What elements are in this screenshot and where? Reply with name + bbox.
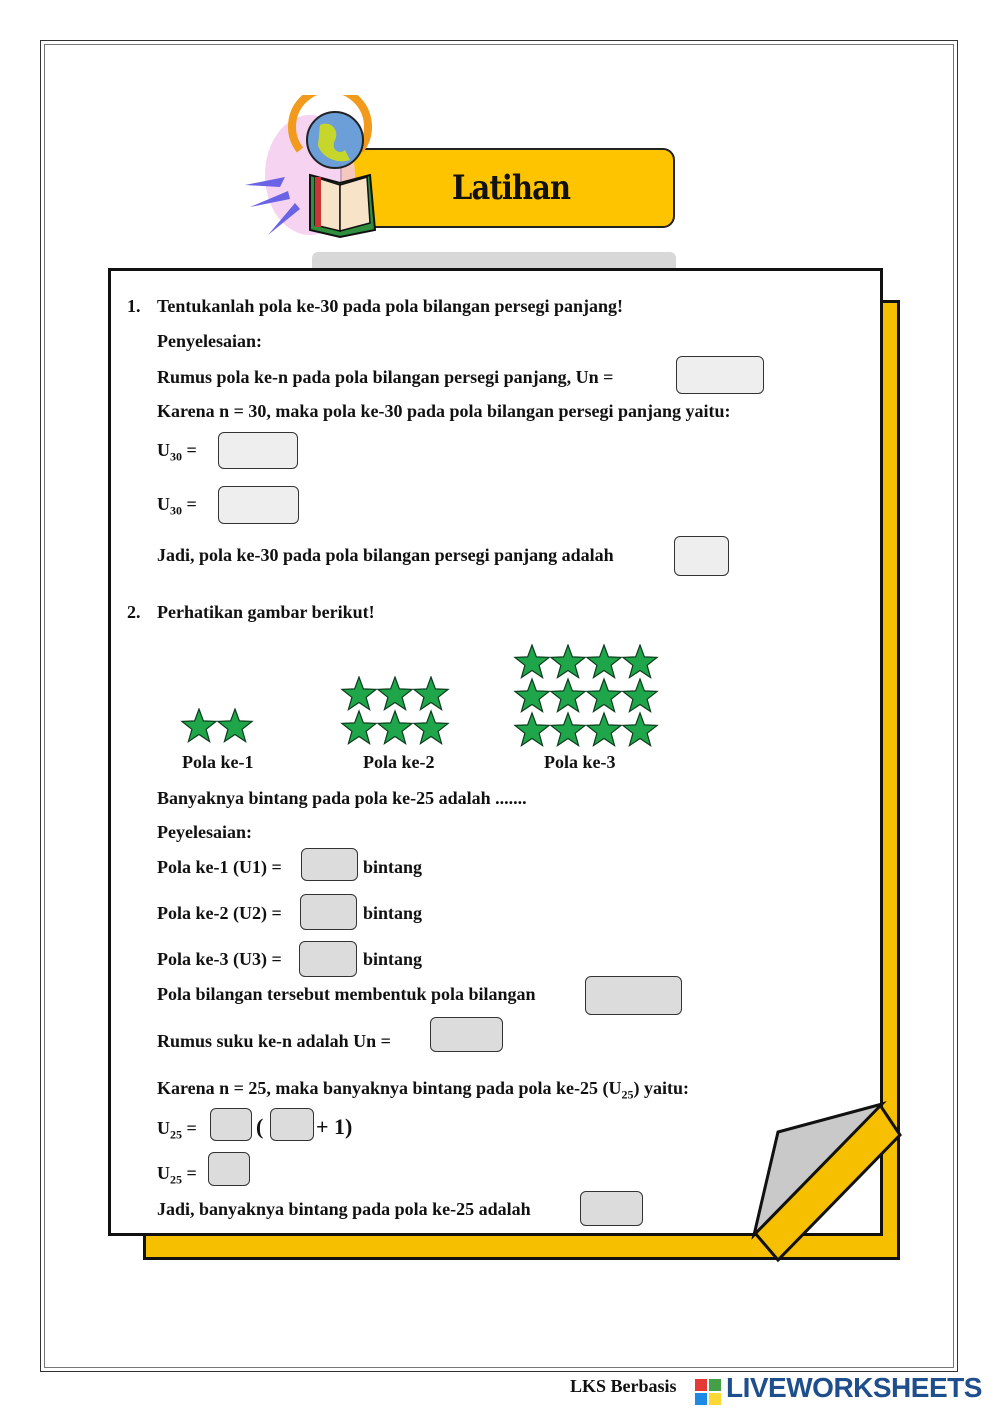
q2-ask: Banyaknya bintang pada pola ke-25 adalah ....... xyxy=(157,788,527,808)
star-icon xyxy=(623,713,657,746)
pattern-3-label: Pola ke-3 xyxy=(544,752,616,772)
star-icon xyxy=(342,711,376,744)
star-icon xyxy=(218,709,252,742)
q1-because-line: Karena n = 30, maka pola ke-30 pada pola bilangan persegi panjang yaitu: xyxy=(157,401,731,421)
q1-formula-line: Rumus pola ke-n pada pola bilangan persegi panjang, Un = xyxy=(157,367,614,387)
q2-u3-unit: bintang xyxy=(363,949,423,969)
pattern-1-label: Pola ke-1 xyxy=(182,752,254,772)
page-title: Latihan xyxy=(452,168,571,208)
star-icon xyxy=(342,677,376,710)
pattern-2-stars xyxy=(340,676,452,748)
star-icon xyxy=(378,711,412,744)
q2-u25-label-2: $U_{25}$ = xyxy=(157,1163,197,1187)
star-icon xyxy=(378,677,412,710)
star-icon xyxy=(623,645,657,678)
q2-u25-label-1: $U_{25}$ = xyxy=(157,1118,197,1142)
pattern-3-stars xyxy=(513,644,661,748)
open-paren: ( xyxy=(256,1114,264,1139)
q1-conclusion: Jadi, pola ke-30 pada pola bilangan persegi panjang adalah xyxy=(157,545,614,565)
q1-u30-input-2[interactable] xyxy=(218,486,299,524)
q2-u1-label: Pola ke-1 (U1) = xyxy=(157,857,282,877)
star-icon xyxy=(587,645,621,678)
pattern-2-label: Pola ke-2 xyxy=(363,752,435,772)
q2-u1-unit: bintang xyxy=(363,857,423,877)
q2-solution-label: Peyelesaian: xyxy=(157,822,252,842)
q1-formula-input[interactable] xyxy=(676,356,764,394)
q1-u30-label-1: $U_{30}$ = xyxy=(157,440,197,464)
plus-one: + 1) xyxy=(316,1114,353,1139)
star-icon xyxy=(515,645,549,678)
q2-u1-input[interactable] xyxy=(301,848,358,881)
pattern-1-stars xyxy=(180,708,256,748)
star-icon xyxy=(551,679,585,712)
q2-u3-input[interactable] xyxy=(299,941,357,977)
star-icon xyxy=(414,677,448,710)
q2-number: 2. xyxy=(127,602,141,622)
q1-u30-input-1[interactable] xyxy=(218,432,298,469)
star-icon xyxy=(623,679,657,712)
footer-text: LKS Berbasis xyxy=(570,1376,677,1396)
q2-u25-inner-input[interactable] xyxy=(270,1108,314,1141)
q1-solution-label: Penyelesaian: xyxy=(157,331,262,351)
star-icon xyxy=(551,713,585,746)
q2-u25-factor-input[interactable] xyxy=(210,1108,252,1141)
q1-u30-label-2: $U_{30}$ = xyxy=(157,494,197,518)
q2-u2-unit: bintang xyxy=(363,903,423,923)
q2-conclusion: Jadi, banyaknya bintang pada pola ke-25 adalah xyxy=(157,1199,531,1219)
q2-answer-input[interactable] xyxy=(580,1191,643,1226)
q2-pattern-type-input[interactable] xyxy=(585,976,682,1015)
star-icon xyxy=(182,709,216,742)
q2-formula-input[interactable] xyxy=(430,1017,503,1052)
q2-formula-line: Rumus suku ke-n adalah Un = xyxy=(157,1031,391,1051)
q2-u2-label: Pola ke-2 (U2) = xyxy=(157,903,282,923)
star-icon xyxy=(587,713,621,746)
q2-pattern-type-line: Pola bilangan tersebut membentuk pola bilangan xyxy=(157,984,536,1004)
star-icon xyxy=(551,645,585,678)
q2-u25-result-input[interactable] xyxy=(208,1152,250,1186)
q1-answer-input[interactable] xyxy=(674,536,729,576)
q1-number: 1. xyxy=(127,296,141,316)
q2-u3-label: Pola ke-3 (U3) = xyxy=(157,949,282,969)
q2-question: Perhatikan gambar berikut! xyxy=(157,602,375,622)
liveworksheets-logo-icon xyxy=(694,1378,722,1406)
star-icon xyxy=(414,711,448,744)
q1-question: Tentukanlah pola ke-30 pada pola bilangan persegi panjang! xyxy=(157,296,623,316)
liveworksheets-brand: LIVEWORKSHEETS xyxy=(726,1372,982,1403)
star-icon xyxy=(587,679,621,712)
q2-u2-input[interactable] xyxy=(300,894,357,930)
star-icon xyxy=(515,713,549,746)
star-icon xyxy=(515,679,549,712)
globe-book-icon xyxy=(240,95,400,255)
page-curl xyxy=(700,1100,910,1270)
q2-because-line: Karena n = 25, maka banyaknya bintang pada pola ke-25 $(U_{25})$ yaitu: xyxy=(157,1078,690,1102)
